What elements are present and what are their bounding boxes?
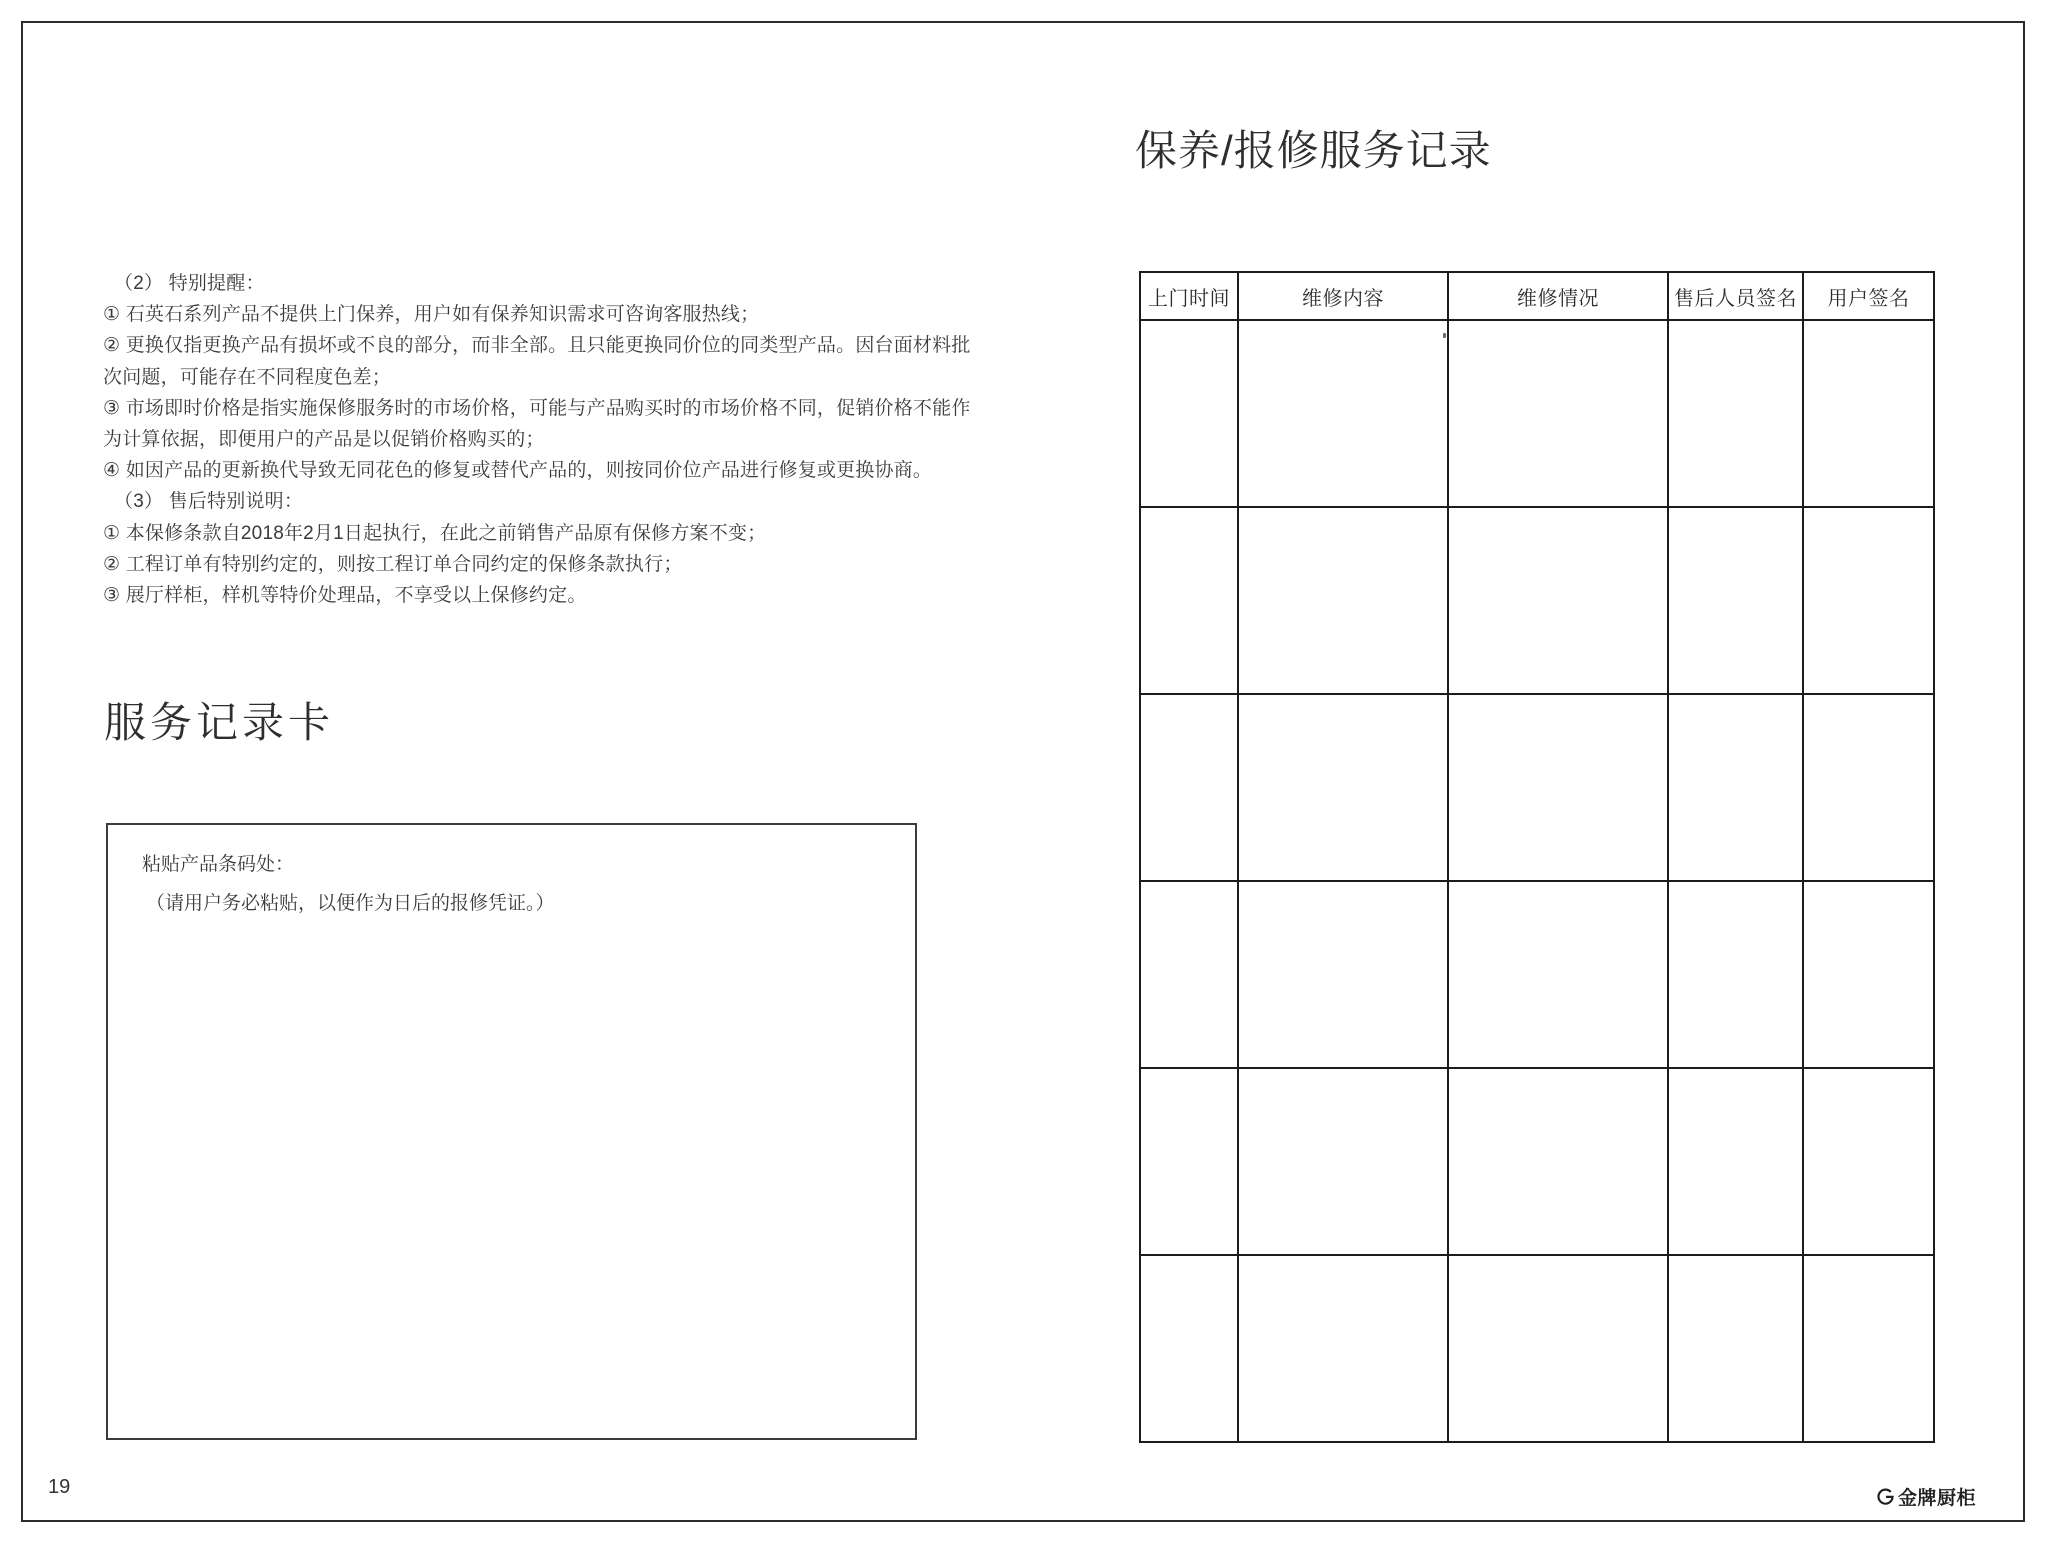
table-cell	[1140, 320, 1238, 507]
notice-line: （2） 特别提醒：	[114, 273, 265, 294]
barcode-paste-box	[106, 823, 917, 1440]
barcode-box-note: （请用户务必粘贴，以便作为日后的报修凭证。）	[146, 893, 555, 914]
notice-line: ① 石英石系列产品不提供上门保养，用户如有保养知识需求可咨询客服热线；	[103, 304, 760, 326]
brand-g-icon	[1876, 1487, 1895, 1506]
table-cell	[1448, 320, 1668, 507]
service-record-card-title: 服务记录卡	[104, 699, 335, 746]
table-cell	[1803, 881, 1934, 1068]
warranty-notice-block	[103, 268, 1003, 611]
table-cell	[1448, 694, 1668, 881]
table-cell	[1668, 320, 1803, 507]
col-header-user-signature: 用户签名	[1803, 272, 1934, 320]
table-cell	[1140, 507, 1238, 694]
brand-name: 金牌厨柜	[1898, 1488, 1977, 1509]
col-header-staff-signature: 售后人员签名	[1668, 272, 1803, 320]
table-cell	[1803, 320, 1934, 507]
notice-line: ② 工程订单有特别约定的，则按工程订单合同约定的保修条款执行；	[103, 553, 683, 575]
barcode-box-label: 粘贴产品条码处：	[142, 854, 295, 875]
col-header-visit-time: 上门时间	[1140, 272, 1238, 320]
table-cell	[1140, 881, 1238, 1068]
table-cell	[1668, 881, 1803, 1068]
notice-line: ④ 如因产品的更新换代导致无同花色的修复或替代产品的，则按同价位产品进行修复或更换协商。	[103, 460, 933, 482]
table-row	[1140, 1255, 1934, 1442]
table-cell	[1140, 694, 1238, 881]
table-cell	[1668, 1068, 1803, 1255]
table-cell	[1448, 881, 1668, 1068]
table-cell	[1238, 1068, 1448, 1255]
notice-line: 次问题，可能存在不同程度色差；	[103, 366, 392, 388]
notice-line: ② 更换仅指更换产品有损坏或不良的部分，而非全部。且只能更换同价位的同类型产品。因台面材料批	[103, 335, 971, 357]
table-cell	[1238, 881, 1448, 1068]
table-cell	[1668, 1255, 1803, 1442]
table-cell	[1448, 507, 1668, 694]
table-row	[1140, 694, 1934, 881]
table-cell	[1140, 1255, 1238, 1442]
table-cell	[1668, 507, 1803, 694]
table-cell	[1140, 1068, 1238, 1255]
table-row	[1140, 507, 1934, 694]
page-number: 19	[48, 1476, 71, 1498]
ink-speck	[1443, 333, 1446, 338]
notice-line: 为计算依据，即便用户的产品是以促销价格购买的；	[103, 429, 545, 451]
col-header-repair-status: 维修情况	[1448, 272, 1668, 320]
table-cell	[1803, 1068, 1934, 1255]
maintenance-record-title: 保养/报修服务记录	[1135, 127, 1492, 174]
notice-line: ③ 市场即时价格是指实施保修服务时的市场价格，可能与产品购买时的市场价格不同，促销价格不能作	[103, 397, 971, 419]
notice-line: ③ 展厅样柜，样机等特价处理品，不享受以上保修约定。	[103, 585, 587, 607]
table-cell	[1668, 694, 1803, 881]
service-record-table	[1139, 271, 1935, 1443]
notice-line: ① 本保修条款自2018年2月1日起执行，在此之前销售产品原有保修方案不变；	[103, 522, 767, 544]
table-cell	[1238, 507, 1448, 694]
table-cell	[1238, 320, 1448, 507]
table-cell	[1448, 1255, 1668, 1442]
table-cell	[1803, 694, 1934, 881]
col-header-repair-content: 维修内容	[1238, 272, 1448, 320]
table-row	[1140, 1068, 1934, 1255]
table-row	[1140, 881, 1934, 1068]
table-cell	[1448, 1068, 1668, 1255]
table-header-row	[1140, 272, 1934, 320]
brand-logo	[1876, 1483, 1976, 1510]
table-cell	[1803, 507, 1934, 694]
table-row	[1140, 320, 1934, 507]
table-cell	[1803, 1255, 1934, 1442]
table-cell	[1238, 1255, 1448, 1442]
notice-line: （3） 售后特别说明：	[114, 491, 304, 513]
table-cell	[1238, 694, 1448, 881]
